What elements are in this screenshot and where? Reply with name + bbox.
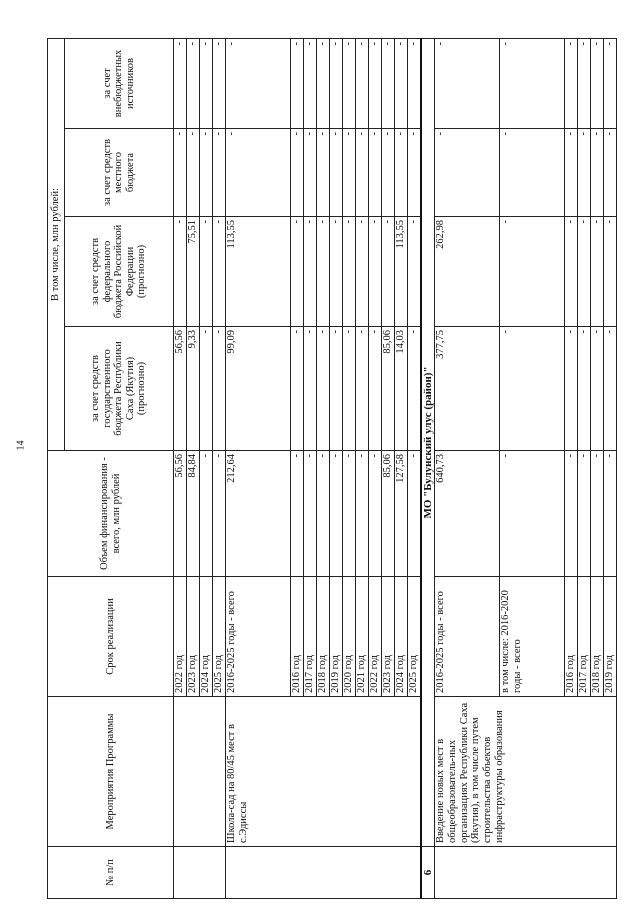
state-cell: -: [330, 327, 343, 451]
state-cell: -: [369, 327, 382, 451]
period-cell: 2018 год: [591, 577, 604, 697]
extra-cell: -: [356, 38, 369, 128]
measure-cell: [174, 697, 226, 847]
federal-cell: -: [591, 217, 604, 327]
local-cell: -: [382, 129, 395, 217]
local-cell: -: [395, 129, 408, 217]
local-cell: -: [304, 129, 317, 217]
state-cell: -: [304, 327, 317, 451]
state-cell: -: [408, 327, 422, 451]
total-cell: 56,56: [174, 451, 187, 577]
total-cell: -: [604, 451, 617, 577]
total-cell: 85,06: [382, 451, 395, 577]
header-total: Объем финансирования - всего, млн рублей: [48, 451, 174, 577]
header-no: № п/п: [48, 847, 174, 899]
total-cell: -: [291, 451, 304, 577]
header-federal: за счет средств федерального бюджета Российской Федерации (прогнозно): [65, 217, 174, 327]
period-cell: 2021 год: [356, 577, 369, 697]
measure-cell: Введение новых мест в общеобразователь-ных организациях Республики Саха (Якутия), в том числе путем строительства объектов инфраструктуры образования: [435, 697, 617, 847]
state-cell: -: [200, 327, 213, 451]
extra-cell: -: [317, 38, 330, 128]
federal-cell: -: [408, 217, 422, 327]
local-cell: -: [291, 129, 304, 217]
header-extra: за счет внебюджетных источников: [65, 38, 174, 128]
federal-cell: -: [369, 217, 382, 327]
extra-cell: -: [304, 38, 317, 128]
period-cell: 2016 год: [291, 577, 304, 697]
extra-cell: -: [174, 38, 187, 128]
mo-row: [421, 38, 435, 898]
local-cell: -: [591, 129, 604, 217]
local-cell: -: [604, 129, 617, 217]
period-cell: 2025 год: [408, 577, 422, 697]
total-cell: -: [565, 451, 578, 577]
state-cell: 99,09: [226, 327, 291, 451]
state-cell: -: [317, 327, 330, 451]
federal-cell: -: [343, 217, 356, 327]
total-cell: -: [408, 451, 422, 577]
total-cell: -: [369, 451, 382, 577]
federal-cell: -: [213, 217, 226, 327]
no-cell: [226, 847, 422, 899]
period-cell: 2023 год: [382, 577, 395, 697]
period-cell: в том числе: 2016-2020 годы - всего: [500, 577, 565, 697]
federal-cell: -: [382, 217, 395, 327]
state-cell: -: [604, 327, 617, 451]
period-cell: 2024 год: [395, 577, 408, 697]
period-cell: 2016-2025 годы - всего: [226, 577, 291, 697]
mo-number: 6: [421, 847, 435, 899]
extra-cell: -: [435, 38, 500, 128]
measure-cell: Школа-сад на 80/45 мест в с.Эдиссы: [226, 697, 422, 847]
total-cell: -: [500, 451, 565, 577]
extra-cell: -: [330, 38, 343, 128]
local-cell: -: [408, 129, 422, 217]
page-number: 14: [15, 440, 27, 451]
local-cell: -: [317, 129, 330, 217]
no-cell: [174, 847, 226, 899]
state-cell: -: [291, 327, 304, 451]
period-cell: 2017 год: [304, 577, 317, 697]
state-cell: -: [213, 327, 226, 451]
state-cell: -: [578, 327, 591, 451]
period-cell: 2025 год: [213, 577, 226, 697]
extra-cell: -: [565, 38, 578, 128]
state-cell: 377,75: [435, 327, 500, 451]
extra-cell: -: [200, 38, 213, 128]
period-cell: 2022 год: [174, 577, 187, 697]
federal-cell: -: [565, 217, 578, 327]
mo-title: МО "Булунский улус (район)": [421, 38, 435, 846]
extra-cell: -: [604, 38, 617, 128]
state-cell: 9,33: [187, 327, 200, 451]
period-cell: 2019 год: [330, 577, 343, 697]
period-cell: 2020 год: [343, 577, 356, 697]
total-cell: 212,64: [226, 451, 291, 577]
table-row: [226, 38, 291, 898]
extra-cell: -: [369, 38, 382, 128]
financing-table: [47, 38, 617, 899]
extra-cell: -: [591, 38, 604, 128]
federal-cell: -: [317, 217, 330, 327]
period-cell: 2024 год: [200, 577, 213, 697]
period-cell: 2023 год: [187, 577, 200, 697]
extra-cell: -: [408, 38, 422, 128]
local-cell: -: [500, 129, 565, 217]
extra-cell: -: [226, 38, 291, 128]
federal-cell: -: [330, 217, 343, 327]
extra-cell: -: [578, 38, 591, 128]
header-incl: В том числе, млн рублей:: [48, 38, 65, 450]
federal-cell: -: [304, 217, 317, 327]
state-cell: 56,56: [174, 327, 187, 451]
local-cell: -: [200, 129, 213, 217]
total-cell: -: [591, 451, 604, 577]
extra-cell: -: [213, 38, 226, 128]
total-cell: -: [317, 451, 330, 577]
period-cell: 2016 год: [565, 577, 578, 697]
state-cell: -: [591, 327, 604, 451]
no-cell: [435, 847, 617, 899]
header-state: за счет средств государственного бюджета Республики Саха (Якутия) (прогнозно): [65, 327, 174, 451]
period-cell: 2017 год: [578, 577, 591, 697]
total-cell: -: [330, 451, 343, 577]
total-cell: 84,84: [187, 451, 200, 577]
state-cell: -: [343, 327, 356, 451]
total-cell: 640,73: [435, 451, 500, 577]
total-cell: -: [200, 451, 213, 577]
state-cell: -: [565, 327, 578, 451]
federal-cell: 75,51: [187, 217, 200, 327]
federal-cell: -: [356, 217, 369, 327]
total-cell: -: [213, 451, 226, 577]
federal-cell: -: [291, 217, 304, 327]
period-cell: 2016-2025 годы - всего: [435, 577, 500, 697]
total-cell: -: [578, 451, 591, 577]
local-cell: -: [435, 129, 500, 217]
local-cell: -: [213, 129, 226, 217]
state-cell: -: [500, 327, 565, 451]
federal-cell: 113,55: [395, 217, 408, 327]
local-cell: -: [330, 129, 343, 217]
period-cell: 2018 год: [317, 577, 330, 697]
extra-cell: -: [395, 38, 408, 128]
total-cell: 127,58: [395, 451, 408, 577]
local-cell: -: [187, 129, 200, 217]
extra-cell: -: [382, 38, 395, 128]
rotated-sheet: [47, 39, 617, 899]
local-cell: -: [343, 129, 356, 217]
table-row: [174, 38, 187, 898]
state-cell: -: [356, 327, 369, 451]
total-cell: -: [343, 451, 356, 577]
local-cell: -: [174, 129, 187, 217]
local-cell: -: [356, 129, 369, 217]
extra-cell: -: [187, 38, 200, 128]
period-cell: 2022 год: [369, 577, 382, 697]
local-cell: -: [369, 129, 382, 217]
federal-cell: -: [500, 217, 565, 327]
header-period: Срок реализации: [48, 577, 174, 697]
federal-cell: -: [578, 217, 591, 327]
total-cell: -: [356, 451, 369, 577]
period-cell: 2019 год: [604, 577, 617, 697]
local-cell: -: [578, 129, 591, 217]
local-cell: -: [565, 129, 578, 217]
state-cell: 85,06: [382, 327, 395, 451]
extra-cell: -: [500, 38, 565, 128]
local-cell: -: [226, 129, 291, 217]
state-cell: 14,03: [395, 327, 408, 451]
extra-cell: -: [291, 38, 304, 128]
header-measure: Мероприятия Программы: [48, 697, 174, 847]
federal-cell: 113,55: [226, 217, 291, 327]
federal-cell: -: [174, 217, 187, 327]
extra-cell: -: [343, 38, 356, 128]
table-row: [435, 38, 500, 898]
header-local: за счет средств местного бюджета: [65, 129, 174, 217]
federal-cell: -: [604, 217, 617, 327]
total-cell: -: [304, 451, 317, 577]
federal-cell: 262,98: [435, 217, 500, 327]
federal-cell: -: [200, 217, 213, 327]
